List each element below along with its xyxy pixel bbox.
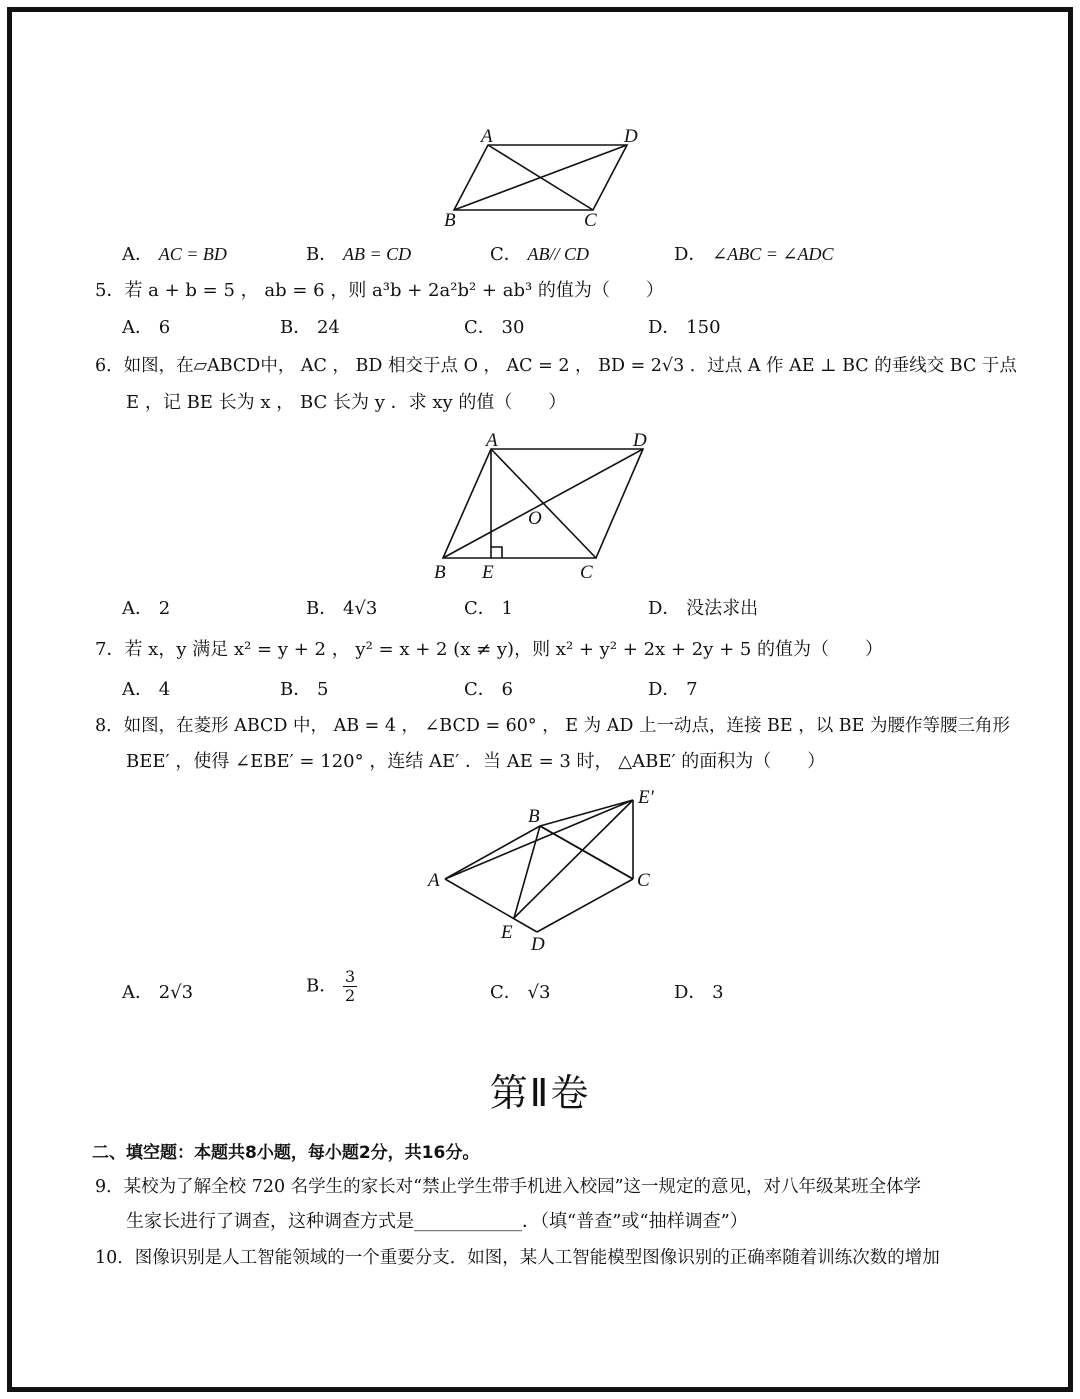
q9-stem-line1: 9．某校为了解全校 720 名学生的家长对“禁止学生带手机进入校园”这一规定的意见，对八年级某班全体学 [95,1177,922,1197]
fill-in-section-heading: 二、填空题：本题共8小题，每小题2分，共16分。 [92,1143,480,1163]
q6-label-C: C [580,562,593,583]
q8-label-A: A [428,870,440,891]
q6-option-c: C． 1 [464,598,513,619]
q4-option-d: D． ∠ABC = ∠ADC [674,244,834,265]
q8-label-B: B [528,806,540,827]
q5-option-d: D． 150 [648,317,721,338]
q6-label-B: B [434,562,446,583]
q7-option-d: D． 7 [648,679,698,700]
q8-label-E: E [501,922,513,943]
q4-label-C: C [584,210,597,231]
part-two-title: 第Ⅱ卷 [489,1071,591,1115]
q9-stem-line2: 生家长进行了调查，这种调查方式是____________．（填“普查”或“抽样调查”） [126,1211,748,1232]
q4-option-c: C． AB// CD [490,244,590,265]
q8-label-D: D [531,934,545,955]
q4-option-a: A． AC = BD [122,244,227,265]
q6-stem-line1: 6．如图，在▱ABCD中， AC ， BD 相交于点 O ， AC = 2 ， BD = 2√3 ．过点 A 作 AE ⊥ BC 的垂线交 BC 于点 [95,356,1017,376]
q6-label-O: O [528,508,542,529]
q7-stem: 7．若 x，y 满足 x² = y + 2 ， y² = x + 2 (x ≠ y)，则 x² + y² + 2x + 2y + 5 的值为（ ） [95,639,884,660]
q8-stem-line2: BEE′ ，使得 ∠EBE′ = 120° ，连结 AE′ ．当 AE = 3 时， △ABE′ 的面积为（ ） [126,751,826,772]
q8-option-b-fraction: $\frac{3}{2}$ [344,967,356,1005]
q8-option-c: C． √3 [490,982,551,1003]
q8-label-C: C [637,870,650,891]
q4-label-D: D [624,126,638,147]
q5-option-a: A． 6 [122,317,171,338]
q5-option-b: B． 24 [280,317,340,338]
q6-label-D: D [633,430,647,451]
q6-option-d: D． 没法求出 [648,598,759,619]
q8-label-E-prime: E′ [638,787,654,808]
q4-label-A: A [481,126,493,147]
q4-label-B: B [444,210,456,231]
q8-stem-line1: 8．如图，在菱形 ABCD 中， AB = 4 ， ∠BCD = 60° ， E 为 AD 上一动点，连接 BE ，以 BE 为腰作等腰三角形 [95,716,1010,736]
q5-stem: 5．若 a + b = 5 ， ab = 6 ，则 a³b + 2a²b² + ab³ 的值为（ ） [95,280,664,301]
q6-option-a: A． 2 [122,598,171,619]
q7-option-a: A． 4 [122,679,171,700]
q4-option-b: B． AB = CD [306,244,412,265]
q8-option-d: D． 3 [674,982,724,1003]
q7-option-b: B． 5 [280,679,329,700]
q6-option-b: B． 4√3 [306,598,378,619]
q6-label-E: E [482,562,494,583]
q8-option-a: A． 2√3 [122,982,194,1003]
q7-option-c: C． 6 [464,679,513,700]
q5-option-c: C． 30 [464,317,525,338]
q8-option-b: B． $\frac{3}{2}$ [306,967,356,1005]
q6-stem-line2: E ，记 BE 长为 x ， BC 长为 y ．求 xy 的值（ ） [126,392,567,413]
q6-label-A: A [486,430,498,451]
q10-stem-line1: 10．图像识别是人工智能领域的一个重要分支．如图，某人工智能模型图像识别的正确率随着训练次数的增加 [95,1248,940,1268]
